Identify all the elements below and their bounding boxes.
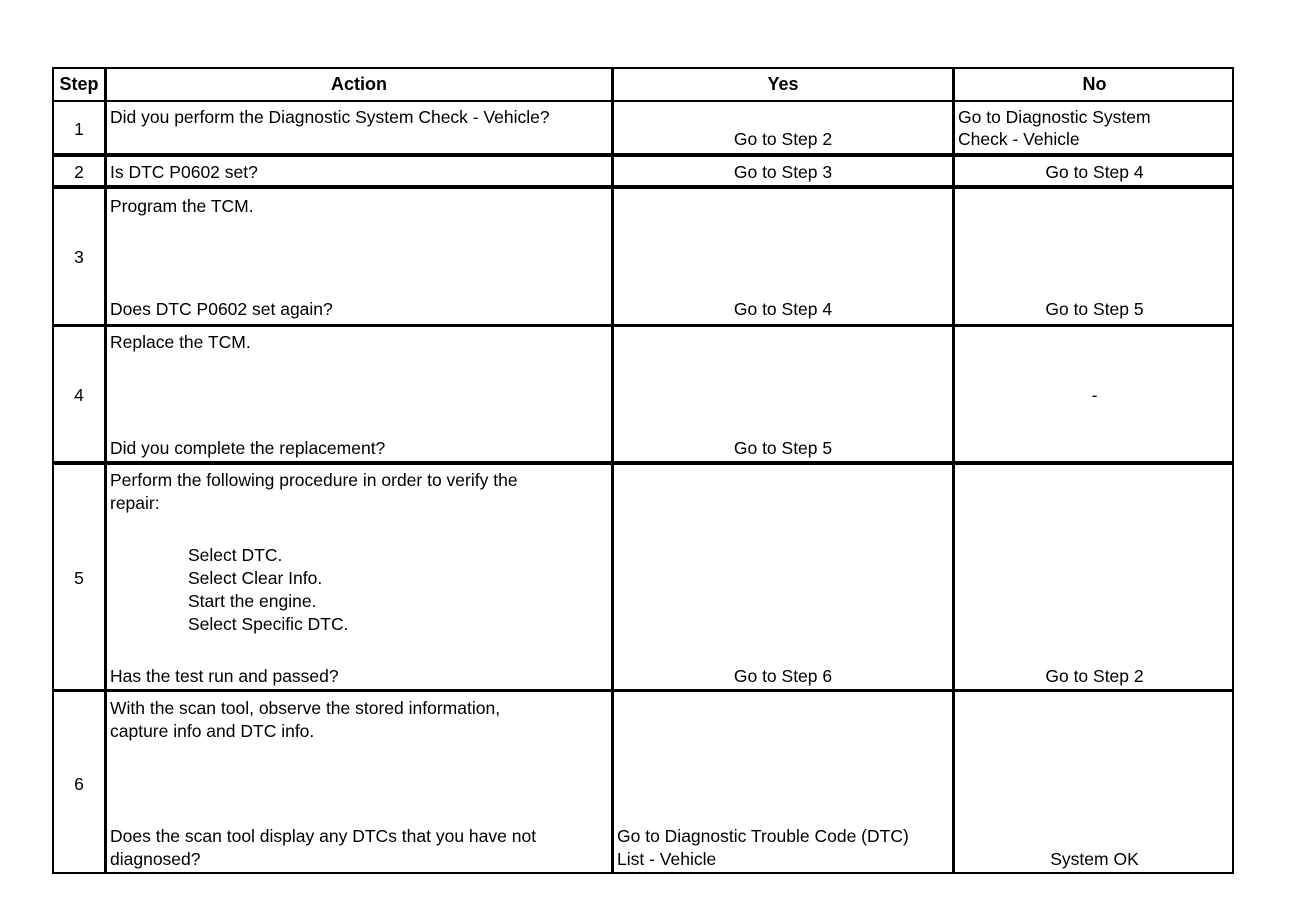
yes-result: Go to Step 5 (733, 438, 833, 458)
action-question: Does DTC P0602 set again? (110, 299, 333, 319)
procedure-step: Select Specific DTC. (188, 614, 349, 634)
action-text: Did you perform the Diagnostic System Check - Vehicle? (110, 107, 550, 127)
no-result: Check - Vehicle (958, 129, 1080, 149)
action-question: Has the test run and passed? (110, 666, 339, 686)
step-number: 3 (74, 247, 84, 267)
step-number: 5 (74, 568, 84, 588)
no-result: - (1091, 385, 1098, 405)
table-rule (952, 69, 955, 872)
action-text: Replace the TCM. (110, 332, 251, 352)
procedure-step: Select Clear Info. (188, 568, 323, 588)
action-text: capture info and DTC info. (110, 721, 315, 741)
yes-result: Go to Step 2 (733, 129, 833, 149)
yes-result: Go to Step 6 (733, 666, 833, 686)
no-result: Go to Step 5 (1045, 299, 1144, 319)
step-number: 4 (74, 385, 84, 405)
action-text: repair: (110, 493, 160, 513)
action-question: Did you complete the replacement? (110, 438, 386, 458)
yes-result: List - Vehicle (617, 849, 717, 869)
table-rule (54, 153, 1232, 157)
header-action: Action (331, 74, 387, 94)
table-rule (54, 185, 1232, 189)
no-result: Go to Diagnostic System (958, 107, 1151, 127)
step-number: 2 (74, 162, 84, 182)
table-rule (54, 324, 1232, 327)
procedure-step: Start the engine. (188, 591, 317, 611)
table-rule (54, 461, 1232, 465)
step-number: 6 (74, 774, 84, 794)
diagnostic-table (52, 67, 1234, 874)
table-rule (611, 69, 614, 872)
procedure-step: Select DTC. (188, 545, 283, 565)
yes-result: Go to Step 4 (733, 299, 833, 319)
table-rule (54, 689, 1232, 692)
header-step: Step (59, 74, 99, 94)
action-text: Perform the following procedure in order to verify the (110, 470, 518, 490)
header-yes: Yes (767, 74, 799, 94)
action-question: Does the scan tool display any DTCs that you have not (110, 826, 537, 846)
table-rule (54, 100, 1232, 102)
action-text: Is DTC P0602 set? (110, 162, 258, 182)
header-no: No (1082, 74, 1107, 94)
yes-result: Go to Step 3 (733, 162, 833, 182)
table-rule (104, 69, 107, 872)
action-text: Program the TCM. (110, 196, 254, 216)
action-text: With the scan tool, observe the stored information, (110, 698, 501, 718)
step-number: 1 (74, 119, 84, 139)
no-result: System OK (1050, 849, 1139, 869)
no-result: Go to Step 2 (1045, 666, 1144, 686)
no-result: Go to Step 4 (1045, 162, 1144, 182)
action-question: diagnosed? (110, 849, 201, 869)
yes-result: Go to Diagnostic Trouble Code (DTC) (617, 826, 909, 846)
